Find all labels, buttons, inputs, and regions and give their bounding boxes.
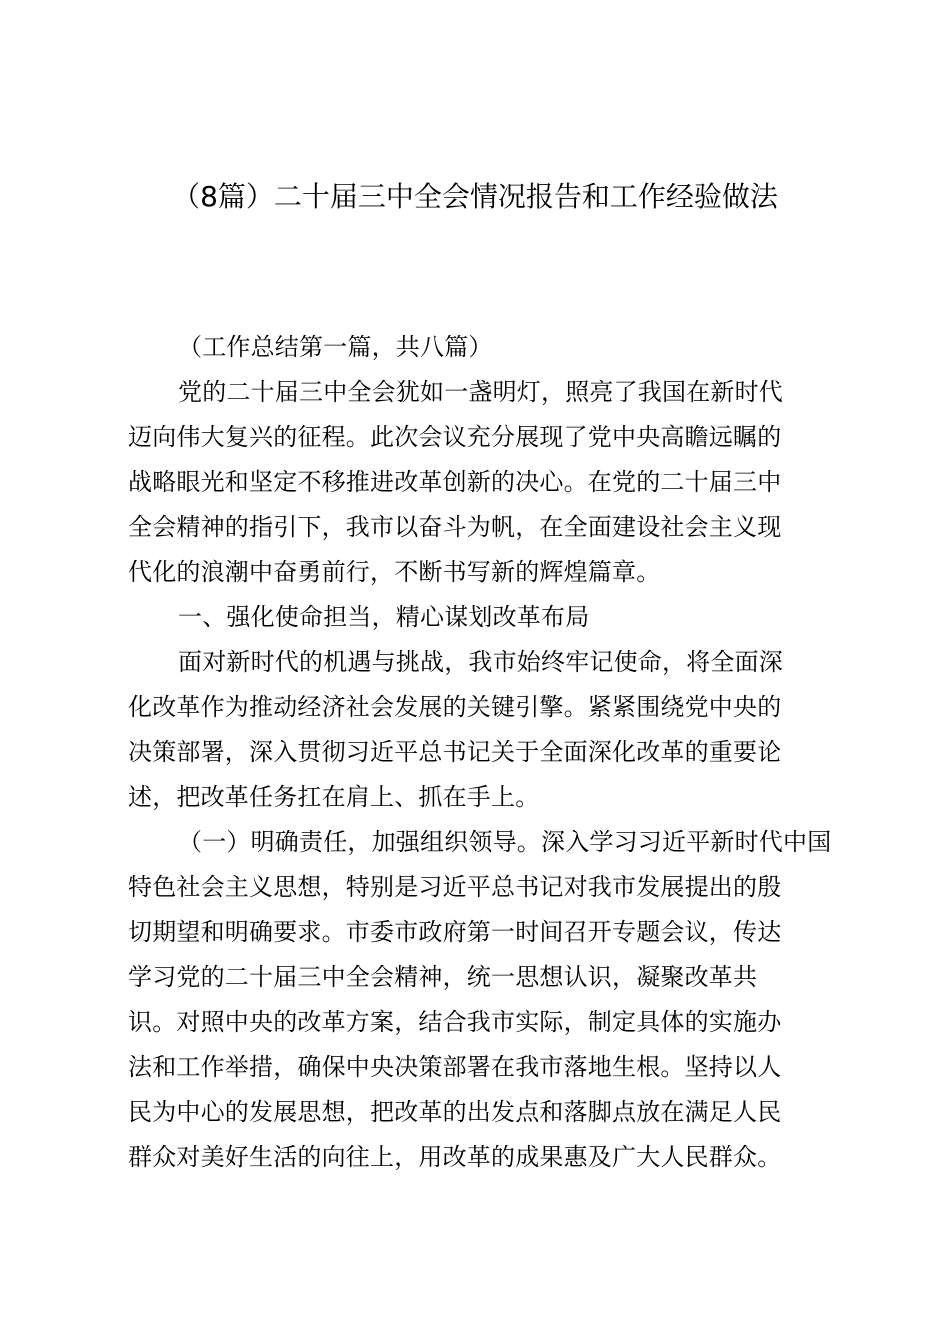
- body-line: 学习党的二十届三中全会精神，统一思想认识，凝聚改革共: [128, 963, 758, 991]
- body-line: 群众对美好生活的向往上，用改革的成果惠及广大人民群众。: [128, 1143, 782, 1171]
- subsection-line: （一）明确责任，加强组织领导。深入学习习近平新时代中国: [178, 828, 832, 856]
- document-title: （8篇）二十届三中全会情况报告和工作经验做法: [172, 180, 778, 213]
- body-line: （工作总结第一篇，共八篇）: [178, 333, 493, 361]
- body-line: 法和工作举措，确保中央决策部署在我市落地生根。坚持以人: [128, 1053, 782, 1081]
- body-line: 党的二十届三中全会犹如一盏明灯，照亮了我国在新时代: [178, 378, 783, 406]
- body-line: 代化的浪潮中奋勇前行，不断书写新的辉煌篇章。: [128, 558, 661, 586]
- body-line: 特色社会主义思想，特别是习近平总书记对我市发展提出的殷: [128, 873, 782, 901]
- body-line: 决策部署，深入贯彻习近平总书记关于全面深化改革的重要论: [128, 738, 782, 766]
- body-line: 识。对照中央的改革方案，结合我市实际，制定具体的实施办: [128, 1008, 782, 1036]
- body-line: 述，把改革任务扛在肩上、抓在手上。: [128, 783, 540, 811]
- section-heading: 一、强化使命担当，精心谋划改革布局: [178, 603, 590, 631]
- body-line: 民为中心的发展思想，把改革的出发点和落脚点放在满足人民: [128, 1098, 782, 1126]
- body-line: 切期望和明确要求。市委市政府第一时间召开专题会议，传达: [128, 918, 782, 946]
- body-line: 迈向伟大复兴的征程。此次会议充分展现了党中央高瞻远瞩的: [128, 423, 782, 451]
- body-line: 战略眼光和坚定不移推进改革创新的决心。在党的二十届三中: [128, 468, 782, 496]
- body-line: 面对新时代的机遇与挑战，我市始终牢记使命，将全面深: [178, 648, 783, 676]
- body-line: 全会精神的指引下，我市以奋斗为帆，在全面建设社会主义现: [128, 513, 782, 541]
- body-line: 化改革作为推动经济社会发展的关键引擎。紧紧围绕党中央的: [128, 693, 782, 721]
- document-body: [128, 325, 832, 1180]
